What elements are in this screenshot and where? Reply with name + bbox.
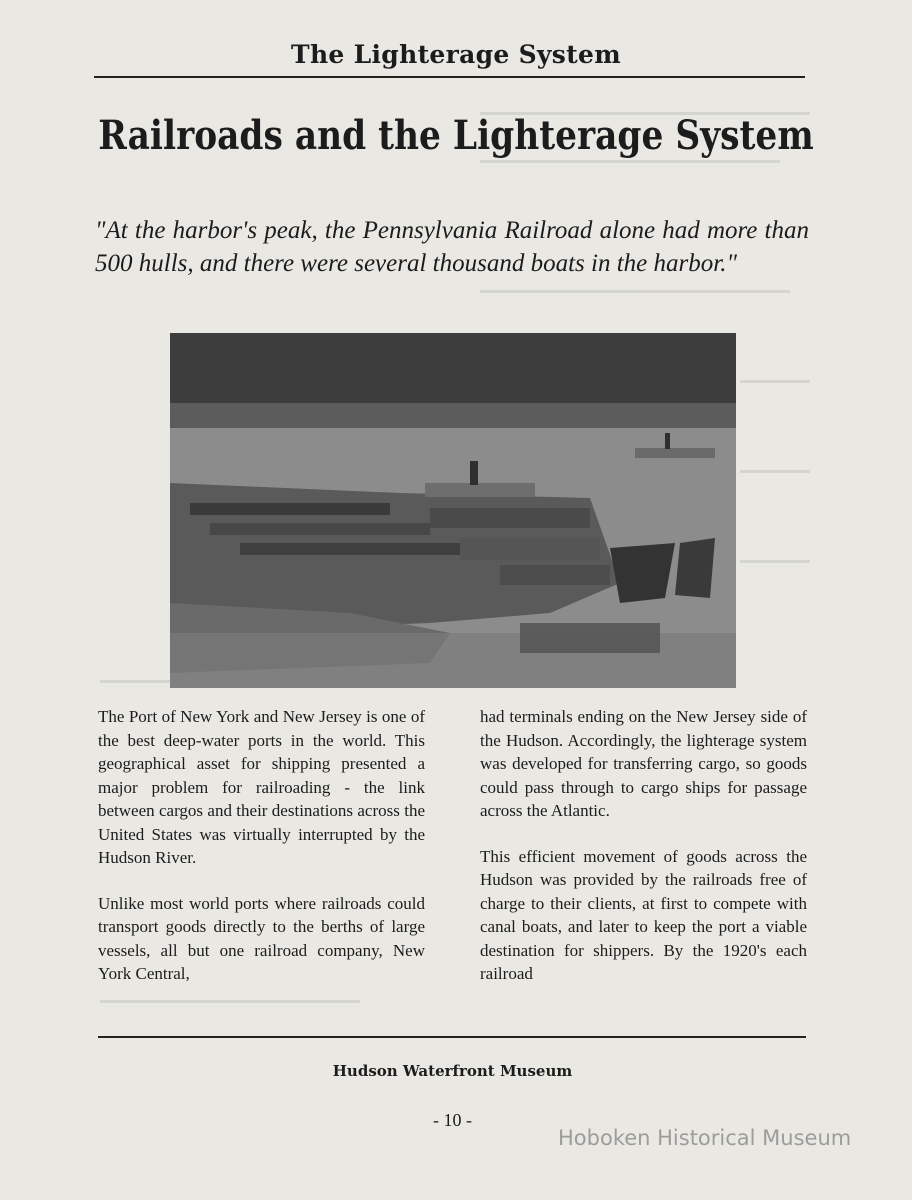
right-paragraph-1: had terminals ending on the New Jersey side of the Hudson. Accordingly, the lighterage system was developed for transferring cargo, so goods could pass through to cargo ships for passage across the Atlantic. [480, 707, 807, 820]
harbor-photo-illustration [170, 333, 736, 688]
left-paragraph-2: Unlike most world ports where railroads could transport goods directly to the berths of large vessels, all but one railroad company, New York Central, [98, 893, 425, 983]
right-paragraph-2: This efficient movement of goods across the Hudson was provided by the railroads free of charge to their clients, at first to compete with canal boats, and later to keep the port a viable destination for shippers. By the 1920's each railroad [480, 846, 807, 983]
watermark: Hoboken Historical Museum [558, 1126, 852, 1150]
footer-rule [98, 1036, 806, 1038]
header-rule [94, 76, 805, 78]
left-paragraph-1: The Port of New York and New Jersey is one of the best deep-water ports in the world. This geographical asset for shipping presented a major problem for railroading - the link between cargos and their destinations across the United States was virtually interrupted by the Hudson River. [98, 707, 425, 867]
pull-quote: "At the harbor's peak, the Pennsylvania Railroad alone had more than 500 hulls, and there were several thousand boats in the harbor." [95, 217, 809, 277]
footer-museum-name: Hudson Waterfront Museum [332, 1062, 573, 1080]
page-number: - 10 - [433, 1110, 472, 1130]
article-right-column [480, 705, 807, 1008]
harbor-photo [170, 333, 736, 688]
article-headline: Railroads and the Lighterage System [98, 112, 814, 159]
section-title: The Lighterage System [291, 40, 621, 69]
article-left-column [98, 705, 425, 1008]
